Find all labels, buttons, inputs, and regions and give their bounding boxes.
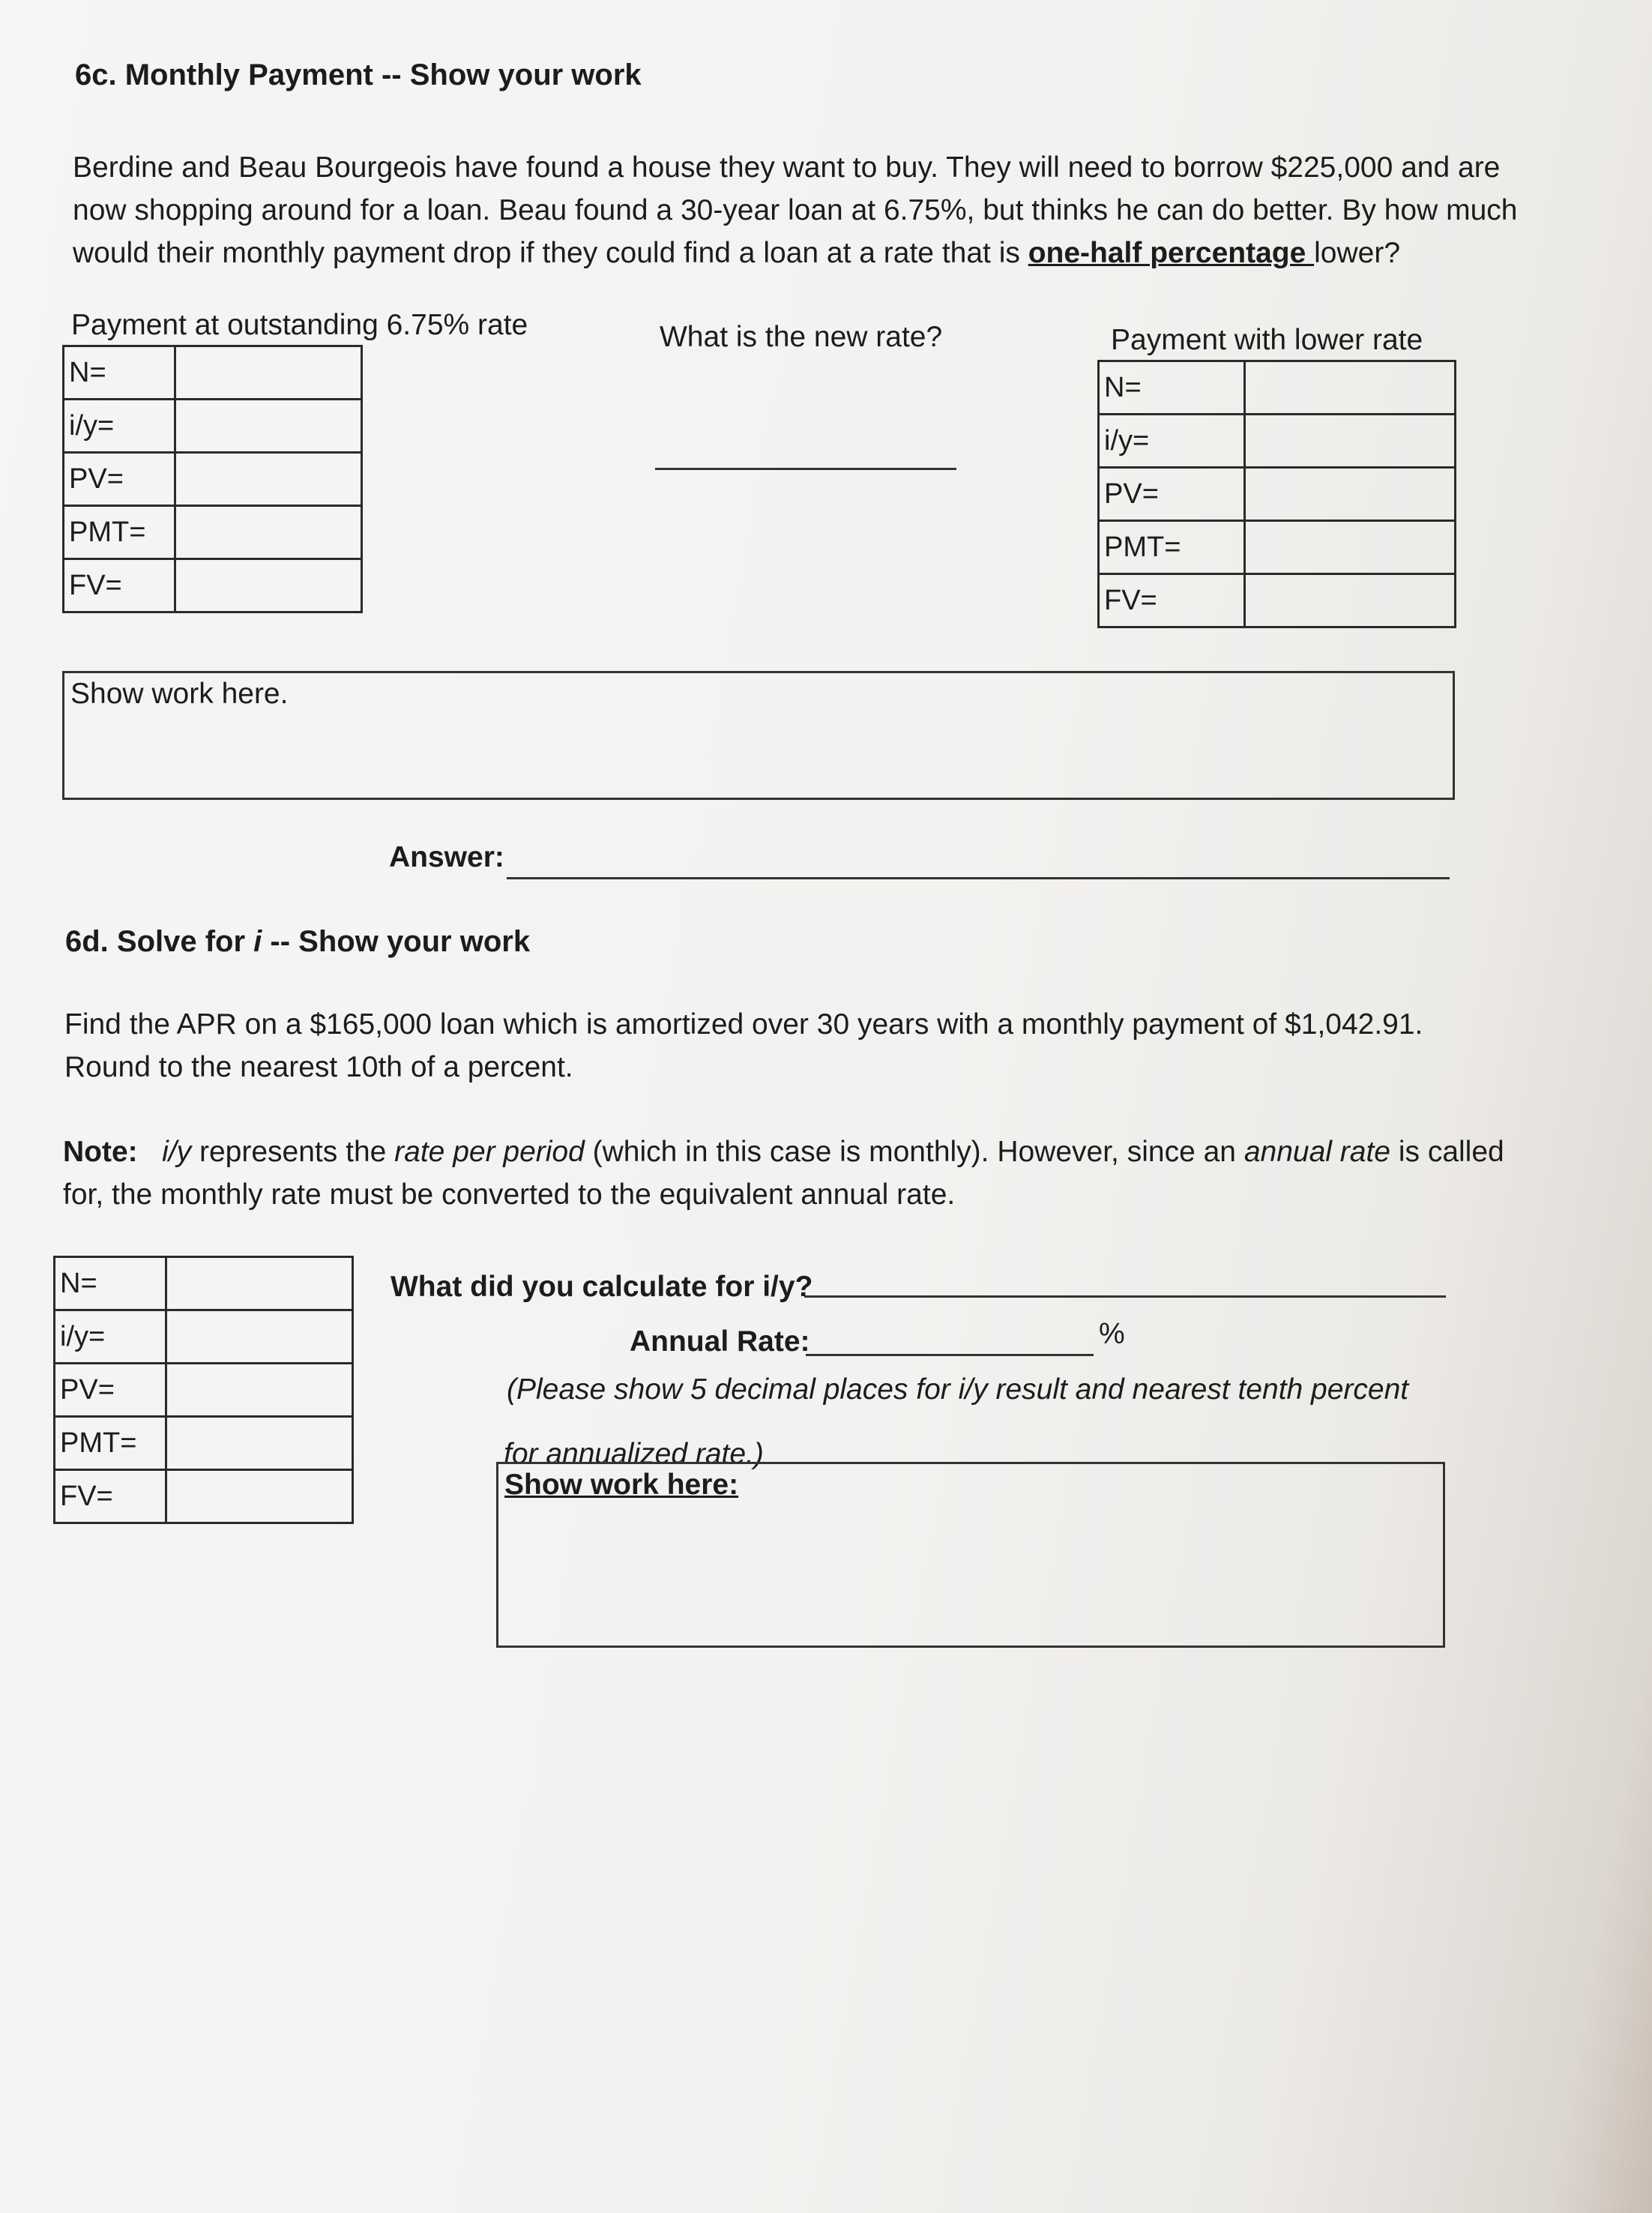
iy-answer-blank[interactable]: [804, 1295, 1446, 1298]
tvm-row-fv: [1099, 574, 1456, 627]
note-line2: for, the monthly rate must be converted to the equivalent annual rate.: [63, 1178, 956, 1211]
section-6d-heading-start: 6d. Solve for: [65, 925, 254, 958]
instruction-line2: for annualized rate.): [504, 1438, 764, 1470]
label-n: N=: [64, 346, 175, 400]
right-table-title: Payment with lower rate: [1111, 324, 1423, 356]
problem-6d-text: [64, 1003, 1609, 1089]
label-n: N=: [55, 1257, 166, 1310]
show-work-box-6c[interactable]: [62, 671, 1455, 800]
value-cell-n[interactable]: [1245, 361, 1456, 415]
value-cell-n[interactable]: [166, 1257, 353, 1310]
label-pv: PV=: [64, 453, 175, 506]
value-cell-fv[interactable]: [175, 559, 362, 612]
tvm-row-pmt: [1099, 521, 1456, 574]
value-cell-n[interactable]: [175, 346, 362, 400]
answer-label: Answer:: [389, 841, 504, 873]
new-rate-question: What is the new rate?: [660, 321, 943, 353]
note-annual-rate: annual rate: [1243, 1136, 1390, 1168]
label-pv: PV=: [1099, 468, 1245, 521]
problem-6c-emphasis: one-half percentage: [1028, 237, 1315, 269]
value-cell-pmt[interactable]: [175, 506, 362, 559]
section-6d-heading: [65, 925, 530, 959]
value-cell-pv[interactable]: [1245, 468, 1456, 521]
tvm-row-pv: [64, 453, 362, 506]
label-pmt: PMT=: [1099, 521, 1245, 574]
section-6c-heading: 6c. Monthly Payment -- Show your work: [75, 58, 642, 91]
problem-6c-line3-end: lower?: [1314, 237, 1401, 269]
value-cell-iy[interactable]: [175, 400, 362, 453]
section-6d-heading-end: -- Show your work: [262, 925, 531, 958]
value-cell-pv[interactable]: [175, 453, 362, 506]
problem-6c-line2: now shopping around for a loan. Beau found a 30-year loan at 6.75%, but thinks he can do better. By how much: [73, 194, 1518, 226]
tvm-row-fv: [64, 559, 362, 612]
label-pmt: PMT=: [64, 506, 175, 559]
problem-6c-line3-start: would their monthly payment drop if they could find a loan at a rate that is: [73, 237, 1028, 269]
note-iy: i/y: [162, 1136, 192, 1168]
problem-6c-line1: Berdine and Beau Bourgeois have found a house they want to buy. They will need to borrow $225,000 and are: [73, 151, 1501, 184]
problem-6c-text: [73, 146, 1617, 274]
instruction-line1: (Please show 5 decimal places for i/y result and nearest tenth percent: [507, 1373, 1409, 1406]
left-table-title: Payment at outstanding 6.75% rate: [71, 309, 528, 341]
tvm-row-n: [55, 1257, 353, 1310]
tvm-table-current-rate: [62, 345, 363, 613]
tvm-row-iy: [1099, 415, 1456, 468]
label-iy: i/y=: [64, 400, 175, 453]
value-cell-fv[interactable]: [166, 1470, 353, 1523]
value-cell-iy[interactable]: [166, 1310, 353, 1364]
label-pv: PV=: [55, 1364, 166, 1417]
label-iy: i/y=: [55, 1310, 166, 1364]
problem-6d-line1: Find the APR on a $165,000 loan which is amortized over 30 years with a monthly payment of $1,042.91.: [64, 1008, 1423, 1041]
tvm-row-pmt: [55, 1417, 353, 1470]
annual-rate-blank[interactable]: [806, 1354, 1094, 1356]
note-line1: [63, 1130, 1622, 1173]
value-cell-pmt[interactable]: [166, 1417, 353, 1470]
answer-blank[interactable]: [507, 877, 1450, 879]
label-iy: i/y=: [1099, 415, 1245, 468]
label-n: N=: [1099, 361, 1245, 415]
label-pmt: PMT=: [55, 1417, 166, 1470]
note-text-1: represents the: [191, 1136, 395, 1168]
tvm-row-iy: [64, 400, 362, 453]
note-rate-per-period: rate per period: [394, 1136, 585, 1168]
tvm-table-lower-rate: [1097, 360, 1456, 628]
tvm-row-pv: [1099, 468, 1456, 521]
label-fv: FV=: [1099, 574, 1245, 627]
show-work-label-6d: Show work here:: [504, 1469, 739, 1501]
label-fv: FV=: [64, 559, 175, 612]
tvm-row-fv: [55, 1470, 353, 1523]
problem-6c-line3: [73, 232, 1617, 274]
value-cell-fv[interactable]: [1245, 574, 1456, 627]
note-text: [63, 1130, 1622, 1216]
annual-rate-label: Annual Rate:: [630, 1325, 810, 1358]
show-work-box-6d[interactable]: [496, 1462, 1445, 1648]
tvm-row-pmt: [64, 506, 362, 559]
label-fv: FV=: [55, 1470, 166, 1523]
note-label: Note:: [63, 1136, 138, 1168]
tvm-row-pv: [55, 1364, 353, 1417]
iy-question: What did you calculate for i/y?: [391, 1271, 813, 1303]
note-text-3: is called: [1390, 1136, 1504, 1168]
show-work-label-6c: Show work here.: [70, 678, 289, 710]
tvm-row-n: [1099, 361, 1456, 415]
problem-6d-line2: Round to the nearest 10th of a percent.: [64, 1051, 573, 1083]
percent-sign: %: [1099, 1318, 1125, 1350]
value-cell-pmt[interactable]: [1245, 521, 1456, 574]
new-rate-blank[interactable]: [655, 468, 956, 470]
value-cell-iy[interactable]: [1245, 415, 1456, 468]
tvm-row-n: [64, 346, 362, 400]
tvm-row-iy: [55, 1310, 353, 1364]
section-6d-heading-var: i: [253, 925, 262, 958]
value-cell-pv[interactable]: [166, 1364, 353, 1417]
note-text-2: (which in this case is monthly). However, since an: [584, 1136, 1244, 1168]
tvm-table-6d: [53, 1256, 354, 1524]
